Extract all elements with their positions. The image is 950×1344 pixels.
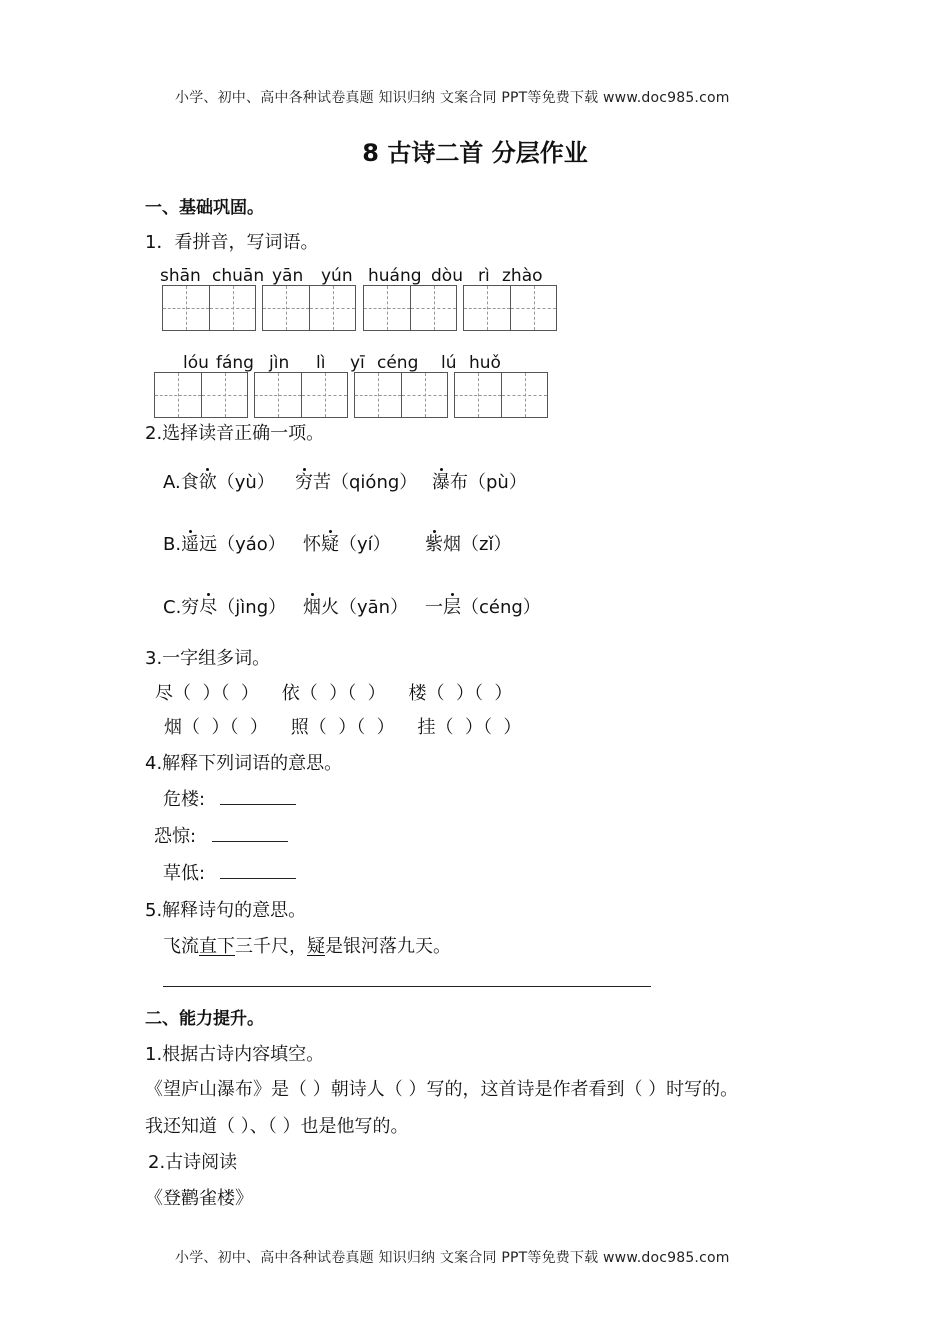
- option-b-word2-dotted-char: 疑: [321, 534, 339, 555]
- question-4-prompt: 4.解释下列词语的意思。: [145, 753, 343, 774]
- section-heading-improvement: 二、能力提升。: [145, 1009, 264, 1029]
- option-a-word3: [432, 468, 527, 494]
- answer-line-kongjing[interactable]: [212, 841, 288, 842]
- writing-grid-rizhao[interactable]: [463, 285, 557, 331]
- term-weilou: 危楼:: [163, 789, 206, 810]
- option-c[interactable]: [163, 593, 286, 619]
- option-b-word1-dotted-char: 遥: [181, 534, 200, 555]
- pinyin-jin: jìn: [269, 353, 290, 373]
- option-b-word3-pinyin: （zǐ）: [461, 534, 512, 555]
- option-c-word1-pinyin: （jìng）: [217, 597, 287, 618]
- option-a-word3-pinyin: （pù）: [468, 472, 527, 493]
- poem-line: [163, 932, 451, 958]
- option-a-word2-dotted-char: 穷: [295, 472, 313, 493]
- question-2-prompt: 2.选择读音正确一项。: [145, 423, 325, 444]
- option-a-word3-dotted-char: 瀑: [432, 472, 450, 493]
- writing-grid-huangdou[interactable]: [363, 285, 457, 331]
- pinyin-yun: yún: [321, 266, 353, 286]
- option-c-word2-dotted-char: 烟: [303, 597, 321, 618]
- pinyin-ri: rì: [478, 266, 490, 286]
- option-b-word3: [425, 530, 511, 556]
- poem-segment: 是银河落九天。: [325, 936, 451, 957]
- pinyin-zhao: zhào: [502, 266, 543, 286]
- pinyin-fang: fáng: [216, 353, 254, 373]
- pinyin-lu: lú: [441, 353, 457, 373]
- pinyin-dou: dòu: [431, 266, 463, 286]
- part2-question-2-prompt: 2.古诗阅读: [148, 1152, 238, 1173]
- option-c-word1-dotted-char: 尽: [199, 597, 218, 618]
- pinyin-chuan: chuān: [212, 266, 265, 286]
- option-b-word1-char: 远: [199, 534, 218, 555]
- question-5-prompt: 5.解释诗句的意思。: [145, 900, 307, 921]
- option-c-word3-pinyin: （céng）: [461, 597, 541, 618]
- option-c-word2-char: 火: [321, 597, 339, 618]
- term-caodi: 草低:: [163, 863, 206, 884]
- option-b-word2-pinyin: （yí）: [339, 534, 391, 555]
- fill-blank-line-1[interactable]: 《望庐山瀑布》是（ ）朝诗人（ ）写的，这首诗是作者看到（ ）时写的。: [145, 1079, 739, 1100]
- option-c-label: C.: [163, 597, 182, 618]
- pinyin-yi: yī: [350, 353, 365, 373]
- option-b-word3-char: 烟: [443, 534, 461, 555]
- writing-grid-luhuo[interactable]: [454, 372, 548, 418]
- option-c-word3-dotted-char: 层: [443, 597, 461, 618]
- section-heading-basics: 一、基础巩固。: [145, 198, 264, 218]
- pinyin-yan: yān: [272, 266, 304, 286]
- underlined-word-zhixia: 直下: [199, 936, 235, 957]
- option-a-word1-pinyin: （yù）: [216, 472, 275, 493]
- page-header: 小学、初中、高中各种试卷真题 知识归纳 文案合同 PPT等免费下载 www.doc985.com: [175, 90, 730, 106]
- option-c-word3-char: 一: [425, 597, 443, 618]
- option-b-word2-char: 怀: [303, 534, 321, 555]
- option-b-word3-dotted-char: 紫: [425, 534, 443, 555]
- option-b-word2: [303, 530, 391, 556]
- option-b-label: B.: [163, 534, 182, 555]
- pinyin-huang: huáng: [368, 266, 422, 286]
- option-c-word2: [303, 593, 408, 619]
- option-a-word2: [295, 468, 417, 494]
- pinyin-shan: shān: [160, 266, 201, 286]
- option-a-word1-char: 食: [180, 472, 199, 493]
- page-footer: 小学、初中、高中各种试卷真题 知识归纳 文案合同 PPT等免费下载 www.doc985.com: [175, 1250, 730, 1266]
- question-1-prompt: 1．看拼音，写词语。: [145, 232, 319, 253]
- fill-blank-line-2[interactable]: 我还知道（ ）、（ ）也是他写的。: [145, 1116, 409, 1137]
- answer-line-weilou[interactable]: [220, 804, 296, 805]
- option-c-word1-char: 穷: [181, 597, 200, 618]
- option-b-word1-pinyin: （yáo）: [217, 534, 286, 555]
- option-a-word2-char: 苦: [313, 472, 331, 493]
- answer-line-caodi[interactable]: [220, 878, 296, 879]
- option-a-word1-dotted-char: 欲: [198, 472, 217, 493]
- pinyin-lou: lóu: [183, 353, 209, 373]
- writing-grid-jinli[interactable]: [254, 372, 348, 418]
- answer-line-poem[interactable]: [163, 986, 651, 987]
- page-title: 8 古诗二首 分层作业: [362, 139, 588, 167]
- writing-grid-loufang[interactable]: [154, 372, 248, 418]
- question-3-prompt: 3.一字组多词。: [145, 648, 271, 669]
- option-c-word3: [425, 593, 541, 619]
- underlined-word-yi: 疑: [307, 936, 325, 957]
- option-a[interactable]: [163, 468, 275, 494]
- option-a-word2-pinyin: （qióng）: [331, 472, 418, 493]
- part2-question-1-prompt: 1.根据古诗内容填空。: [145, 1044, 325, 1065]
- poem-segment: 三千尺，: [235, 936, 307, 957]
- term-kongjing: 恐惊:: [154, 826, 197, 847]
- poem-segment: 飞流: [163, 936, 199, 957]
- word-group-row-2[interactable]: 烟（ ）（ ） 照（ ）（ ） 挂（ ）（ ）: [164, 717, 522, 738]
- writing-grid-yiceng[interactable]: [354, 372, 448, 418]
- pinyin-li: lì: [316, 353, 326, 373]
- word-group-row-1[interactable]: 尽（ ）（ ） 依（ ）（ ） 楼（ ）（ ）: [155, 683, 513, 704]
- option-c-word2-pinyin: （yān）: [339, 597, 409, 618]
- poem-title: 《登鹳雀楼》: [145, 1188, 253, 1209]
- pinyin-ceng: céng: [377, 353, 419, 373]
- writing-grid-yanyun[interactable]: [262, 285, 356, 331]
- option-b[interactable]: [163, 530, 286, 556]
- option-a-word3-char: 布: [450, 472, 468, 493]
- writing-grid-shanchuan[interactable]: [162, 285, 256, 331]
- option-a-label: A.: [163, 472, 181, 493]
- pinyin-huo: huǒ: [469, 353, 501, 373]
